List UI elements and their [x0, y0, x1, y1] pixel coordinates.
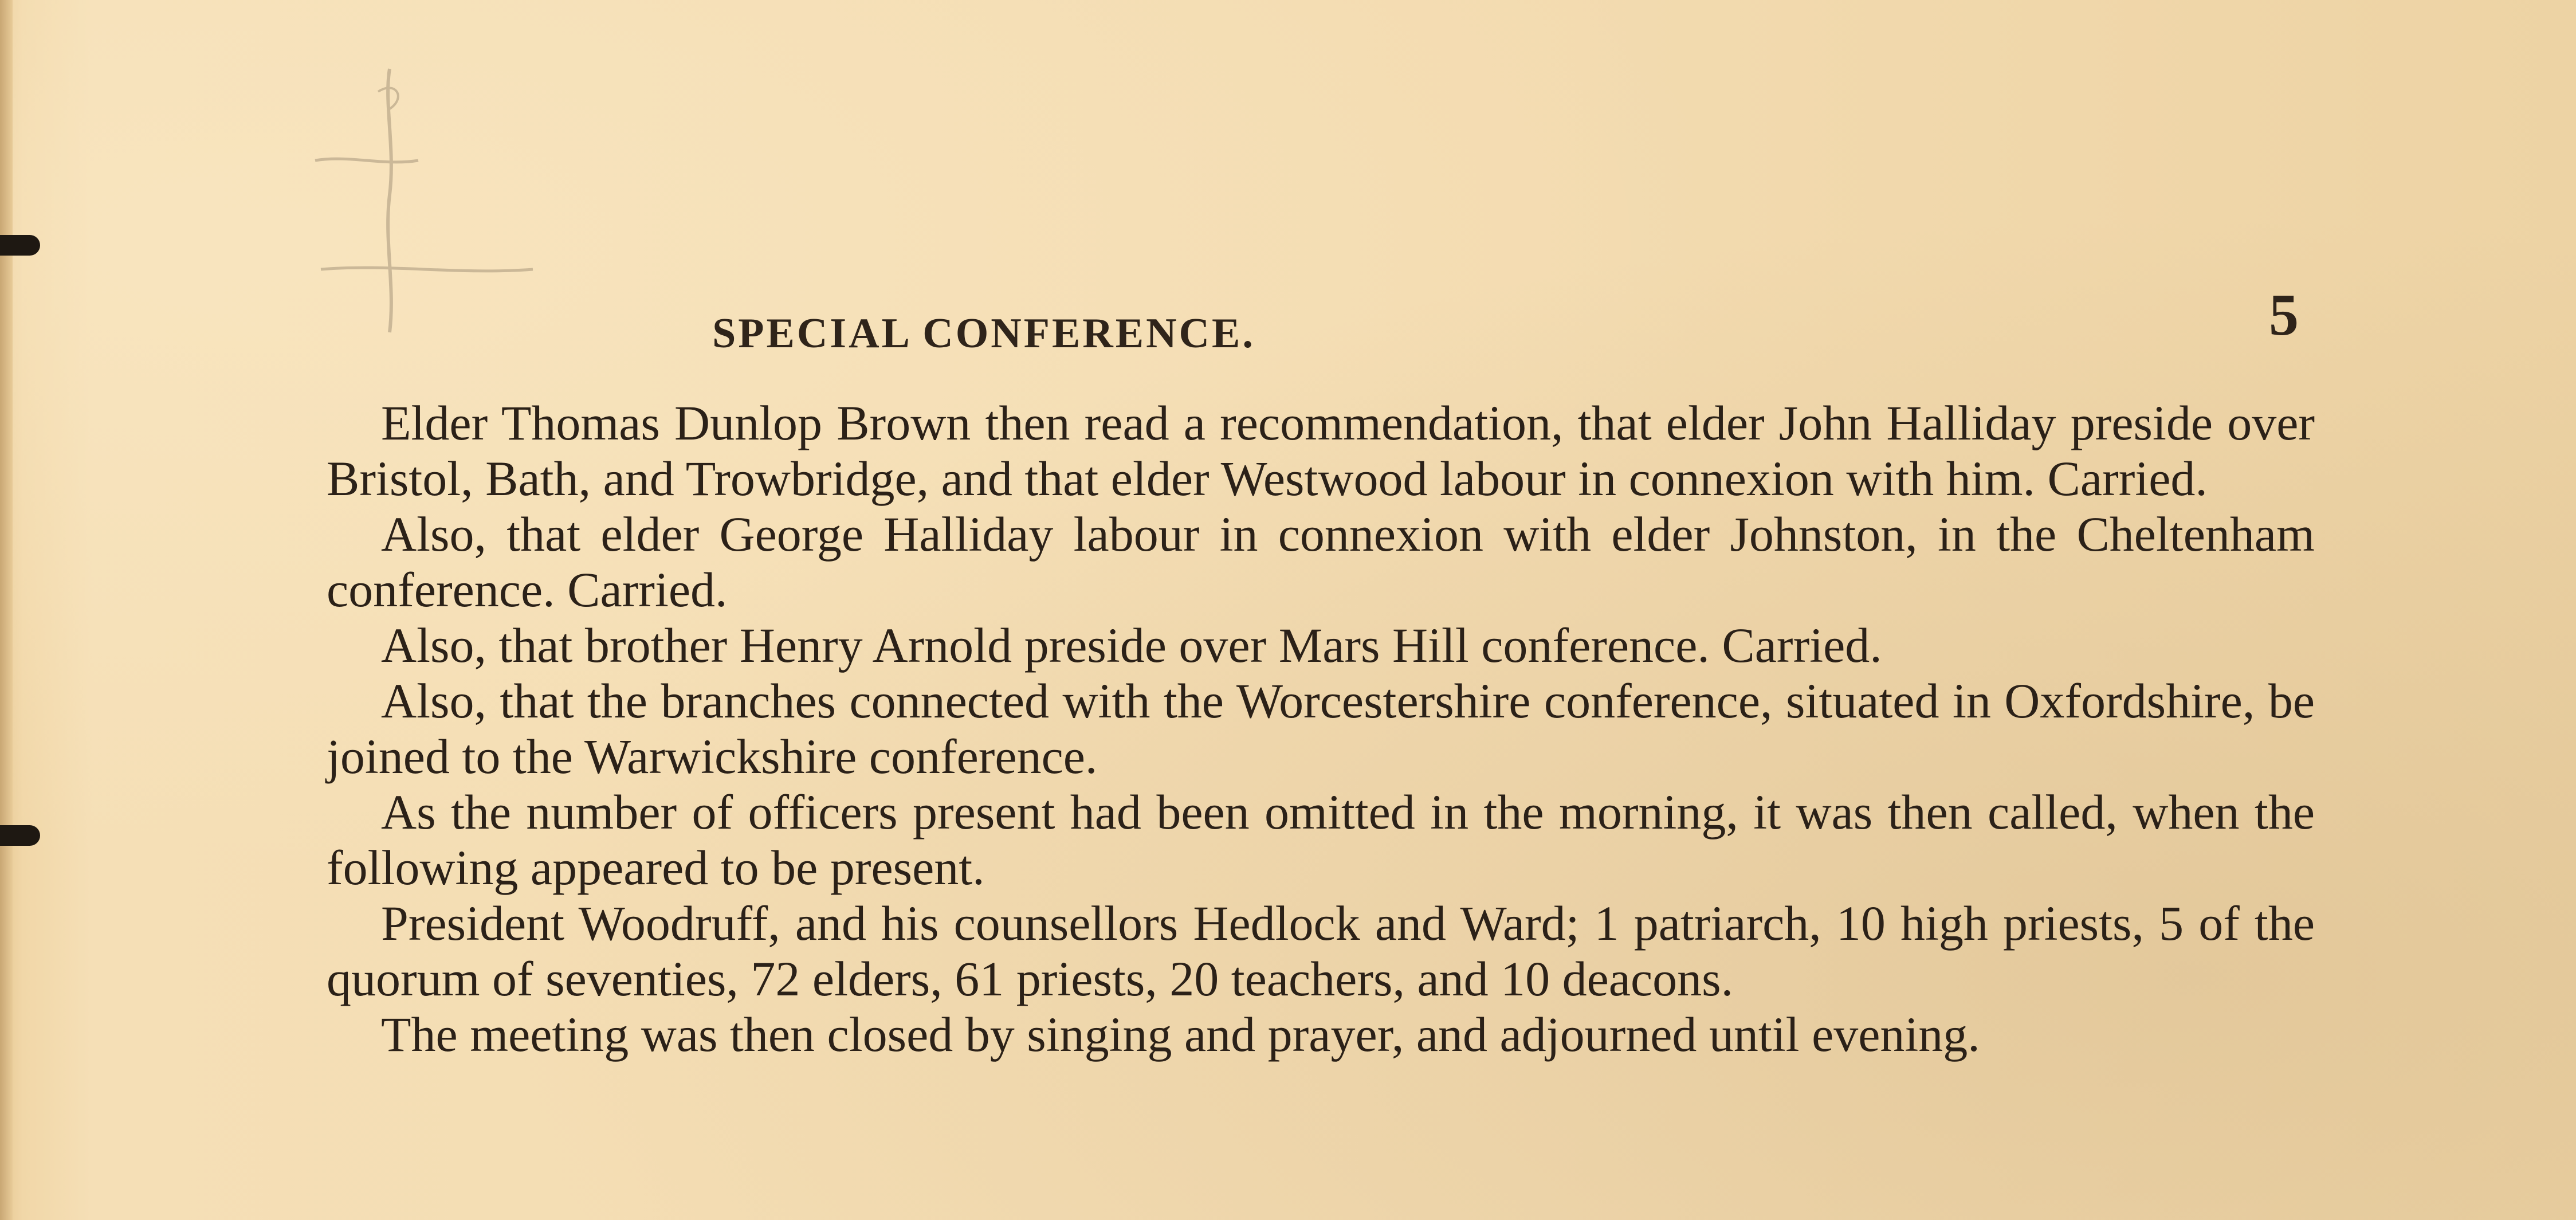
paragraph-recommendation: Elder Thomas Dunlop Brown then read a recommendation, that elder John Halliday preside over Bristol, Bath, and Trowbridge, and that elder Westwood labour in connexion with him. Carried. [327, 395, 2315, 506]
paragraph-branches: Also, that the branches connected with the Worcestershire conference, situated in Oxfordshire, be joined to the Warwickshire conference. [327, 673, 2315, 784]
paragraph-officers-called: As the number of officers present had been omitted in the morning, it was then called, when the following appeared to be present. [327, 784, 2315, 895]
page-edge [0, 0, 13, 1220]
paragraph-officers-list: President Woodruff, and his counsellors Hedlock and Ward; 1 patriarch, 10 high priests, 5 of the quorum of seventies, 72 elders, 61 priests, 20 teachers, and 10 deacons. [327, 896, 2315, 1006]
binding-mark [0, 825, 40, 846]
binding-mark [0, 235, 40, 256]
paragraph-closing: The meeting was then closed by singing and prayer, and adjourned until evening. [381, 1007, 1980, 1062]
running-head: SPECIAL CONFERENCE. [712, 310, 1255, 357]
paragraph-george-halliday: Also, that elder George Halliday labour in connexion with elder Johnston, in the Cheltenham conference. Carried. [327, 507, 2315, 617]
page-number: 5 [2269, 282, 2299, 348]
paragraph-henry-arnold: Also, that brother Henry Arnold preside over Mars Hill conference. Carried. [381, 618, 1882, 673]
body-text [327, 395, 2315, 1062]
